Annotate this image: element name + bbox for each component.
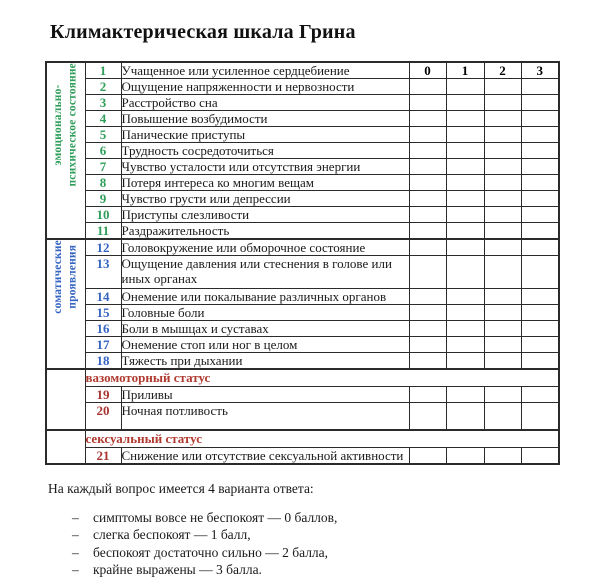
score-cell xyxy=(521,305,559,321)
question-number: 8 xyxy=(85,175,121,191)
legend-options xyxy=(72,509,600,579)
question-row xyxy=(46,337,559,353)
question-row xyxy=(46,127,559,143)
score-cell xyxy=(484,305,521,321)
score-cell xyxy=(484,191,521,207)
question-number: 16 xyxy=(85,321,121,337)
score-cell xyxy=(521,321,559,337)
score-cell xyxy=(409,305,446,321)
question-text: Трудность сосредоточиться xyxy=(121,143,409,159)
score-cell xyxy=(409,256,446,289)
score-cell xyxy=(409,337,446,353)
score-cell xyxy=(446,305,484,321)
score-cell xyxy=(409,143,446,159)
question-row xyxy=(46,256,559,289)
score-cell xyxy=(446,447,484,464)
question-text: Ночная потливость xyxy=(121,402,409,430)
question-number: 4 xyxy=(85,111,121,127)
question-row xyxy=(46,159,559,175)
question-number: 6 xyxy=(85,143,121,159)
score-cell xyxy=(446,337,484,353)
legend-option xyxy=(72,561,600,579)
score-cell xyxy=(409,111,446,127)
score-cell xyxy=(484,353,521,370)
score-cell xyxy=(409,402,446,430)
score-cell xyxy=(446,321,484,337)
question-number: 19 xyxy=(85,386,121,402)
question-row xyxy=(46,175,559,191)
score-cell xyxy=(409,289,446,305)
question-row xyxy=(46,191,559,207)
score-cell xyxy=(446,223,484,240)
question-row xyxy=(46,386,559,402)
dash-bullet: – xyxy=(72,527,79,542)
legend-option-text: слегка беспокоят — 1 балл, xyxy=(93,527,251,542)
question-number: 13 xyxy=(85,256,121,289)
question-number: 9 xyxy=(85,191,121,207)
score-cell xyxy=(446,207,484,223)
question-row xyxy=(46,95,559,111)
score-cell xyxy=(484,127,521,143)
score-cell xyxy=(484,289,521,305)
score-cell xyxy=(484,321,521,337)
score-cell xyxy=(409,79,446,95)
section-header-vasomotor: вазомоторный статус xyxy=(85,369,559,386)
section-header-row xyxy=(46,430,559,447)
question-row xyxy=(46,353,559,370)
answer-legend xyxy=(48,480,600,579)
score-cell xyxy=(521,402,559,430)
group-cell-vasomotor-empty xyxy=(46,369,85,430)
score-header-0: 0 xyxy=(409,62,446,79)
section-header-row xyxy=(46,369,559,386)
legend-option xyxy=(72,509,600,527)
score-cell xyxy=(446,386,484,402)
score-cell xyxy=(521,447,559,464)
score-cell xyxy=(521,353,559,370)
score-cell xyxy=(484,447,521,464)
score-cell xyxy=(409,159,446,175)
legend-intro: На каждый вопрос имеется 4 варианта ответа: xyxy=(48,480,314,496)
score-cell xyxy=(446,353,484,370)
score-cell xyxy=(446,95,484,111)
score-cell xyxy=(409,207,446,223)
score-cell xyxy=(521,239,559,256)
score-cell xyxy=(484,175,521,191)
score-cell xyxy=(521,79,559,95)
dash-bullet: – xyxy=(72,544,79,560)
question-text: Чувство усталости или отсутствия энергии xyxy=(121,159,409,175)
question-row xyxy=(46,143,559,159)
question-text: Головокружение или обморочное состояние xyxy=(121,239,409,256)
score-cell xyxy=(484,143,521,159)
score-cell xyxy=(446,402,484,430)
question-text: Онемение или покалывание различных органов xyxy=(121,289,409,305)
question-number: 5 xyxy=(85,127,121,143)
question-text: Боли в мышцах и суставах xyxy=(121,321,409,337)
score-cell xyxy=(521,289,559,305)
question-row xyxy=(46,239,559,256)
page xyxy=(0,21,600,588)
score-cell xyxy=(484,256,521,289)
score-cell xyxy=(409,95,446,111)
score-cell xyxy=(409,321,446,337)
legend-option xyxy=(72,544,600,562)
question-number: 18 xyxy=(85,353,121,370)
score-cell xyxy=(409,353,446,370)
question-row xyxy=(46,62,559,79)
question-row xyxy=(46,111,559,127)
score-cell xyxy=(521,175,559,191)
question-text: Онемение стоп или ног в целом xyxy=(121,337,409,353)
score-cell xyxy=(446,127,484,143)
score-cell xyxy=(521,337,559,353)
question-text: Чувство грусти или депрессии xyxy=(121,191,409,207)
question-text: Раздражительность xyxy=(121,223,409,240)
score-cell xyxy=(484,207,521,223)
score-cell xyxy=(484,337,521,353)
score-cell xyxy=(484,111,521,127)
score-cell xyxy=(484,239,521,256)
score-cell xyxy=(446,79,484,95)
group-label-somatic-text: соматические проявления xyxy=(52,240,79,314)
score-cell xyxy=(446,111,484,127)
question-row xyxy=(46,402,559,430)
score-cell xyxy=(484,159,521,175)
legend-option xyxy=(72,526,600,544)
score-cell xyxy=(409,223,446,240)
question-row xyxy=(46,447,559,464)
score-header-3: 3 xyxy=(521,62,559,79)
score-cell xyxy=(484,79,521,95)
legend-option-text: симптомы вовсе не беспокоят — 0 баллов, xyxy=(93,509,338,525)
question-text: Ощущение давления или стеснения в голове или иных органах xyxy=(121,256,409,289)
score-header-2: 2 xyxy=(484,62,521,79)
question-text: Панические приступы xyxy=(121,127,409,143)
question-text: Приливы xyxy=(121,386,409,402)
legend-option-text: крайне выражены — 3 балла. xyxy=(93,562,262,577)
question-row xyxy=(46,223,559,240)
score-cell xyxy=(521,95,559,111)
score-cell xyxy=(409,386,446,402)
question-row xyxy=(46,321,559,337)
question-number: 20 xyxy=(85,402,121,430)
score-cell xyxy=(521,111,559,127)
score-cell xyxy=(521,159,559,175)
score-cell xyxy=(521,207,559,223)
section-header-sexual: сексуальный статус xyxy=(85,430,559,447)
question-number: 17 xyxy=(85,337,121,353)
question-text: Расстройство сна xyxy=(121,95,409,111)
question-number: 15 xyxy=(85,305,121,321)
question-row xyxy=(46,289,559,305)
question-text: Потеря интереса ко многим вещам xyxy=(121,175,409,191)
question-number: 1 xyxy=(85,62,121,79)
score-cell xyxy=(521,223,559,240)
question-text: Учащенное или усиленное сердцебиение xyxy=(121,62,409,79)
question-text: Повышение возбудимости xyxy=(121,111,409,127)
question-text: Приступы слезливости xyxy=(121,207,409,223)
score-cell xyxy=(484,223,521,240)
question-number: 21 xyxy=(85,447,121,464)
score-cell xyxy=(446,175,484,191)
score-cell xyxy=(409,191,446,207)
question-row xyxy=(46,305,559,321)
score-cell xyxy=(446,289,484,305)
score-cell xyxy=(521,386,559,402)
score-cell xyxy=(521,127,559,143)
dash-bullet: – xyxy=(72,562,79,577)
score-cell xyxy=(409,447,446,464)
score-cell xyxy=(409,175,446,191)
question-row xyxy=(46,207,559,223)
question-number: 3 xyxy=(85,95,121,111)
score-cell xyxy=(484,402,521,430)
question-text: Снижение или отсутствие сексуальной активности xyxy=(121,447,409,464)
score-cell xyxy=(484,386,521,402)
score-cell xyxy=(409,239,446,256)
score-header-1: 1 xyxy=(446,62,484,79)
question-text: Головные боли xyxy=(121,305,409,321)
greene-scale-table xyxy=(45,61,560,465)
score-cell xyxy=(484,95,521,111)
score-cell xyxy=(521,256,559,289)
legend-option-text: беспокоят достаточно сильно — 2 балла, xyxy=(93,544,329,560)
score-cell xyxy=(446,239,484,256)
group-label-somatic xyxy=(46,239,85,369)
score-cell xyxy=(446,191,484,207)
question-number: 12 xyxy=(85,239,121,256)
score-cell xyxy=(446,159,484,175)
dash-bullet: – xyxy=(72,509,79,525)
question-number: 14 xyxy=(85,289,121,305)
question-number: 11 xyxy=(85,223,121,240)
score-cell xyxy=(446,256,484,289)
score-cell xyxy=(521,143,559,159)
page-title: Климактерическая шкала Грина xyxy=(50,21,356,43)
question-row xyxy=(46,79,559,95)
question-number: 2 xyxy=(85,79,121,95)
score-cell xyxy=(521,191,559,207)
score-cell xyxy=(446,143,484,159)
question-text: Ощущение напряженности и нервозности xyxy=(121,79,409,95)
score-cell xyxy=(409,127,446,143)
group-cell-sexual-empty xyxy=(46,430,85,464)
question-number: 7 xyxy=(85,159,121,175)
group-label-emotional xyxy=(46,62,85,239)
group-label-emotional-text: эмоционально- психическое состояние xyxy=(52,63,79,187)
question-number: 10 xyxy=(85,207,121,223)
question-text: Тяжесть при дыхании xyxy=(121,353,409,370)
